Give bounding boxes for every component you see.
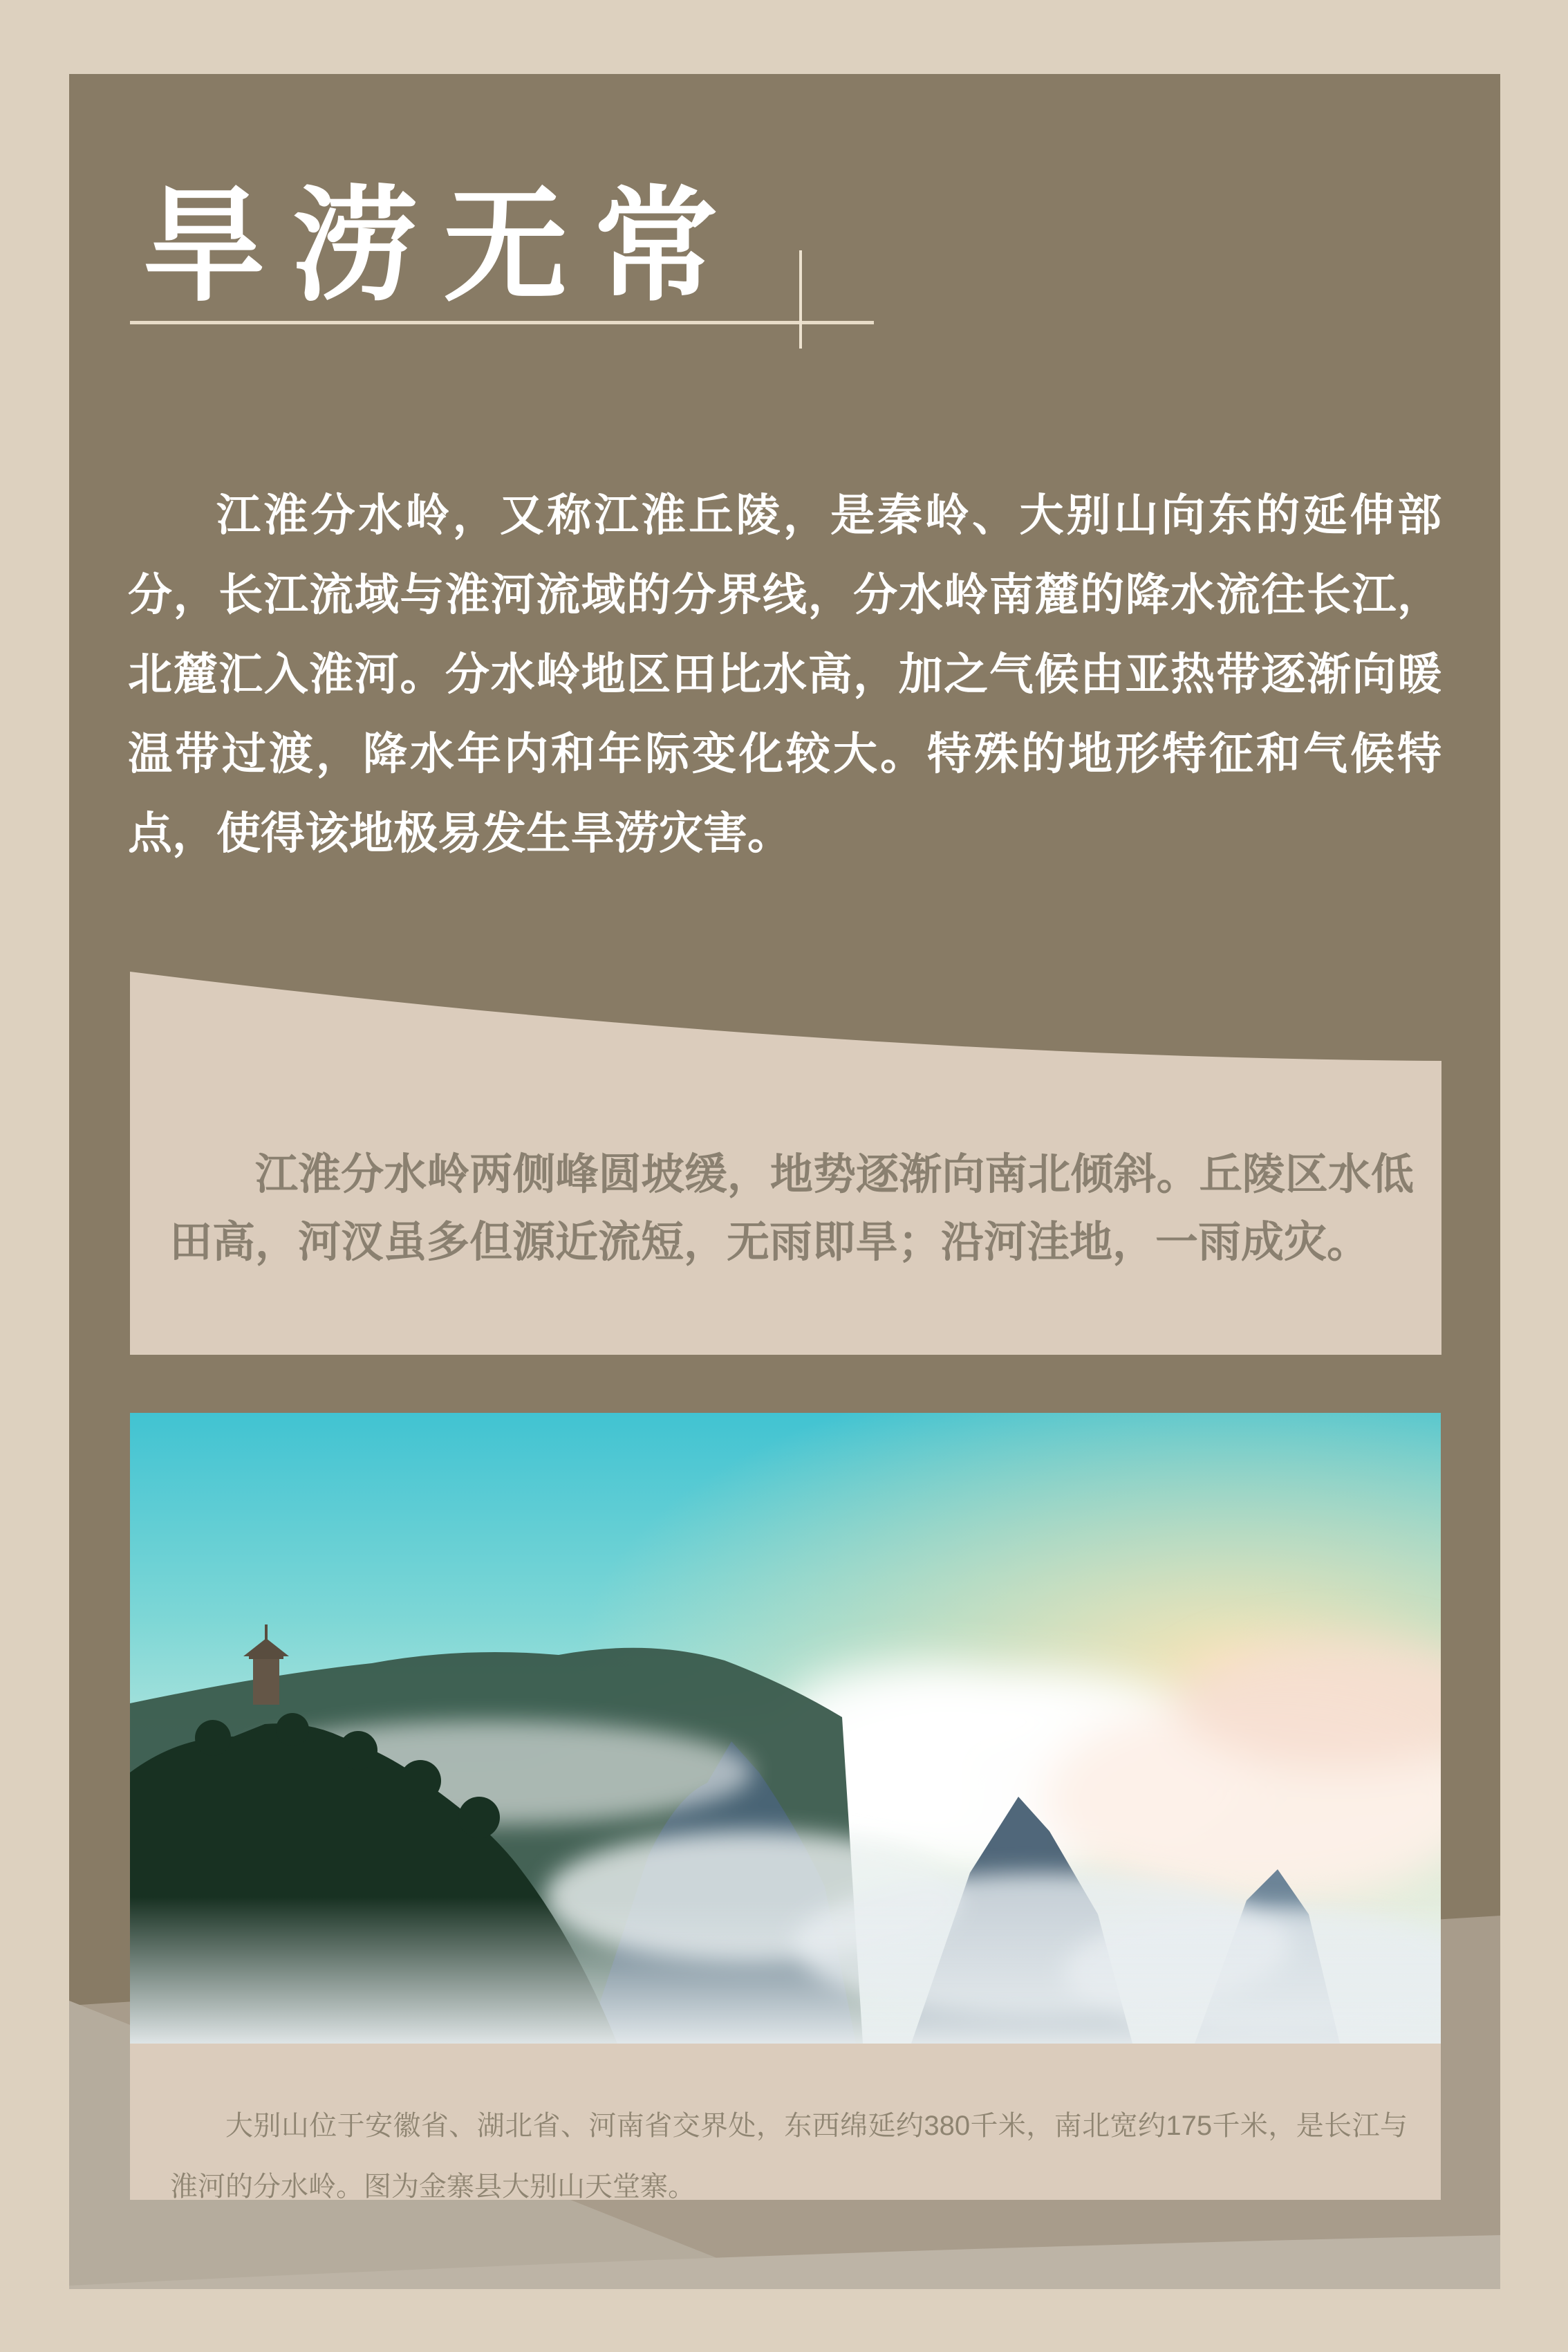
intro-line: 温带过渡，降水年内和年际变化较大。特殊的地形特征和气候特 bbox=[128, 729, 1441, 779]
callout-line: 田高，河汊虽多但源近流短，无雨即旱；沿河洼地，一雨成灾。 bbox=[169, 1219, 1370, 1266]
photo-mountains bbox=[130, 1413, 1441, 2044]
title-cross-line bbox=[799, 250, 802, 349]
title-underline bbox=[130, 321, 874, 324]
page-title: 旱涝无常 bbox=[142, 177, 745, 316]
photo-bottom-mist bbox=[130, 1897, 1441, 2044]
intro-paragraph bbox=[128, 476, 1441, 873]
intro-line: 北麓汇入淮河。分水岭地区田比水高，加之气候由亚热带逐渐向暖 bbox=[128, 649, 1441, 699]
caption-text: 大别山位于安徽省、湖北省、河南省交界处，东西绵延约380千米，南北宽约175千米，是长江与淮河的分水岭。图为金寨县大别山天堂寨。 bbox=[170, 2111, 1408, 2202]
intro-line: 江淮分水岭，又称江淮丘陵，是秦岭、大别山向东的延伸部 bbox=[216, 490, 1441, 540]
callout-line: 江淮分水岭两侧峰圆坡缓，地势逐渐向南北倾斜。丘陵区水低 bbox=[255, 1151, 1414, 1198]
intro-line: 分，长江流域与淮河流域的分界线，分水岭南麓的降水流往长江， bbox=[128, 570, 1441, 620]
intro-line: 点，使得该地极易发生旱涝灾害。 bbox=[128, 808, 792, 858]
callout-text bbox=[169, 1141, 1414, 1277]
